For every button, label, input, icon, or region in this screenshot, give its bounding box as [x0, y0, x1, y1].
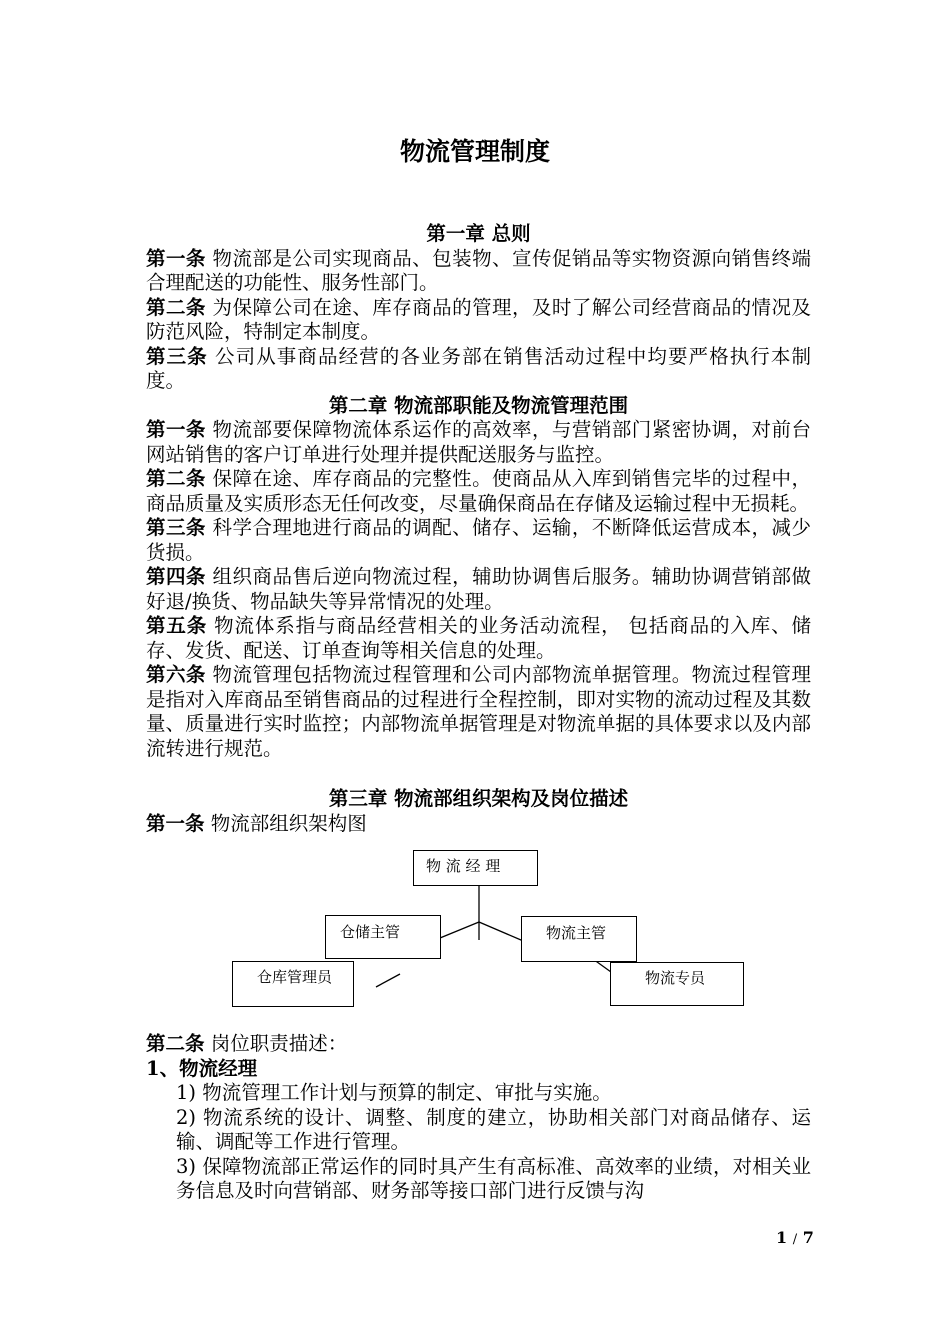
chapter-1-article-2	[146, 296, 811, 345]
org-box-logistics-specialist	[610, 962, 744, 1006]
article-label: 第一条	[146, 246, 206, 270]
article-text: 保障在途、库存商品的完整性。使商品从入库到销售完毕的过程中，商品质量及实质形态无任何改变，尽量确保商品在存储及运输过程中无损耗。	[146, 467, 811, 515]
org-box-logistics-manager	[413, 850, 538, 886]
org-box-label: 仓储主管	[340, 923, 401, 941]
org-box-storage-supervisor	[325, 915, 441, 959]
article-label: 第三条	[146, 344, 208, 368]
document-title: 物流管理制度	[399, 137, 550, 166]
chapter-1-article-1	[146, 247, 811, 296]
org-box-warehouse-admin	[232, 961, 354, 1007]
article-label: 第六条	[146, 663, 206, 686]
article-text: 为保障公司在途、库存商品的管理，及时了解公司经营商品的情况及防范风险，特制定本制度。	[146, 295, 811, 343]
article-text: 物流管理包括物流过程管理和公司内部物流单据管理。物流过程管理是指对入库商品至销售商品的过程进行全程控制，即对实物的流动过程及其数量、质量进行实时监控；内部物流单据管理是对物流单据的具体要求以及内部流转进行规范。	[146, 663, 811, 760]
chapter-2-heading: 第二章 物流部职能及物流管理范围	[328, 393, 629, 417]
chapter-3-article-1	[146, 812, 811, 837]
org-box-label: 物流主管	[546, 924, 607, 942]
article-label: 第四条	[146, 565, 206, 588]
article-label: 第三条	[146, 516, 206, 539]
article-text: 物流部组织架构图	[204, 811, 367, 835]
article-text: 物流部是公司实现商品、包装物、宣传促销品等实物资源向销售终端合理配送的功能性、服务性部门。	[146, 246, 811, 294]
chapter-3-article-2	[146, 1032, 811, 1057]
page-separator: /	[792, 1232, 798, 1247]
chapter-2-article-4	[146, 565, 811, 614]
page-number	[776, 1228, 814, 1247]
chapter-1-article-3	[146, 345, 811, 394]
chapter-2-article-5	[146, 614, 811, 663]
article-text: 公司从事商品经营的各业务部在销售活动过程中均要严格执行本制度。	[146, 344, 811, 392]
org-box-label: 物流专员	[645, 969, 706, 987]
current-page: 1	[776, 1228, 788, 1247]
chapter-2-article-6	[146, 663, 811, 761]
document-body	[146, 222, 811, 1204]
org-box-logistics-supervisor	[521, 916, 637, 962]
duty-item-2: 2) 物流系统的设计、调整、制度的建立，协助相关部门对商品储存、运输、调配等工作进行管理。	[176, 1105, 811, 1153]
article-text: 岗位职责描述：	[204, 1032, 348, 1055]
article-text: 物流体系指与商品经营相关的业务活动流程， 包括商品的入库、储存、发货、配送、订单查询等相关信息的处理。	[146, 614, 811, 662]
article-label: 第一条	[146, 811, 205, 835]
chapter-2-article-1	[146, 418, 811, 467]
duty-item-1: 1) 物流管理工作计划与预算的制定、审批与实施。	[176, 1081, 612, 1104]
connector-to-warehouse-admin	[376, 974, 400, 987]
article-label: 第二条	[146, 295, 206, 319]
chapter-3-heading: 第三章 物流部组织架构及岗位描述	[328, 787, 629, 810]
article-label: 第二条	[146, 1032, 205, 1055]
total-pages: 7	[802, 1228, 814, 1247]
org-box-label: 仓库管理员	[257, 968, 333, 986]
org-chart	[146, 836, 811, 1032]
chapter-1-heading: 第一章 总则	[426, 222, 531, 245]
section-logistics-manager-heading: 1、物流经理	[146, 1056, 258, 1080]
article-label: 第二条	[146, 467, 206, 490]
article-text: 物流部要保障物流体系运作的高效率，与营销部门紧密协调，对前台网站销售的客户订单进行处理并提供配送服务与监控。	[146, 418, 811, 466]
chapter-2-article-2	[146, 467, 811, 516]
article-text: 科学合理地进行商品的调配、储存、运输，不断降低运营成本，减少货损。	[146, 516, 811, 564]
article-label: 第一条	[146, 418, 206, 441]
article-text: 组织商品售后逆向物流过程，辅助协调售后服务。辅助协调营销部做好退/换货、物品缺失等异常情况的处理。	[146, 565, 811, 613]
org-box-label: 物 流 经 理	[426, 857, 501, 875]
article-label: 第五条	[146, 614, 208, 637]
duty-item-3: 3) 保障物流部正常运作的同时具产生有高标准、高效率的业绩，对相关业务信息及时向营销部、财务部等接口部门进行反馈与沟	[176, 1154, 811, 1202]
chapter-2-article-3	[146, 516, 811, 565]
